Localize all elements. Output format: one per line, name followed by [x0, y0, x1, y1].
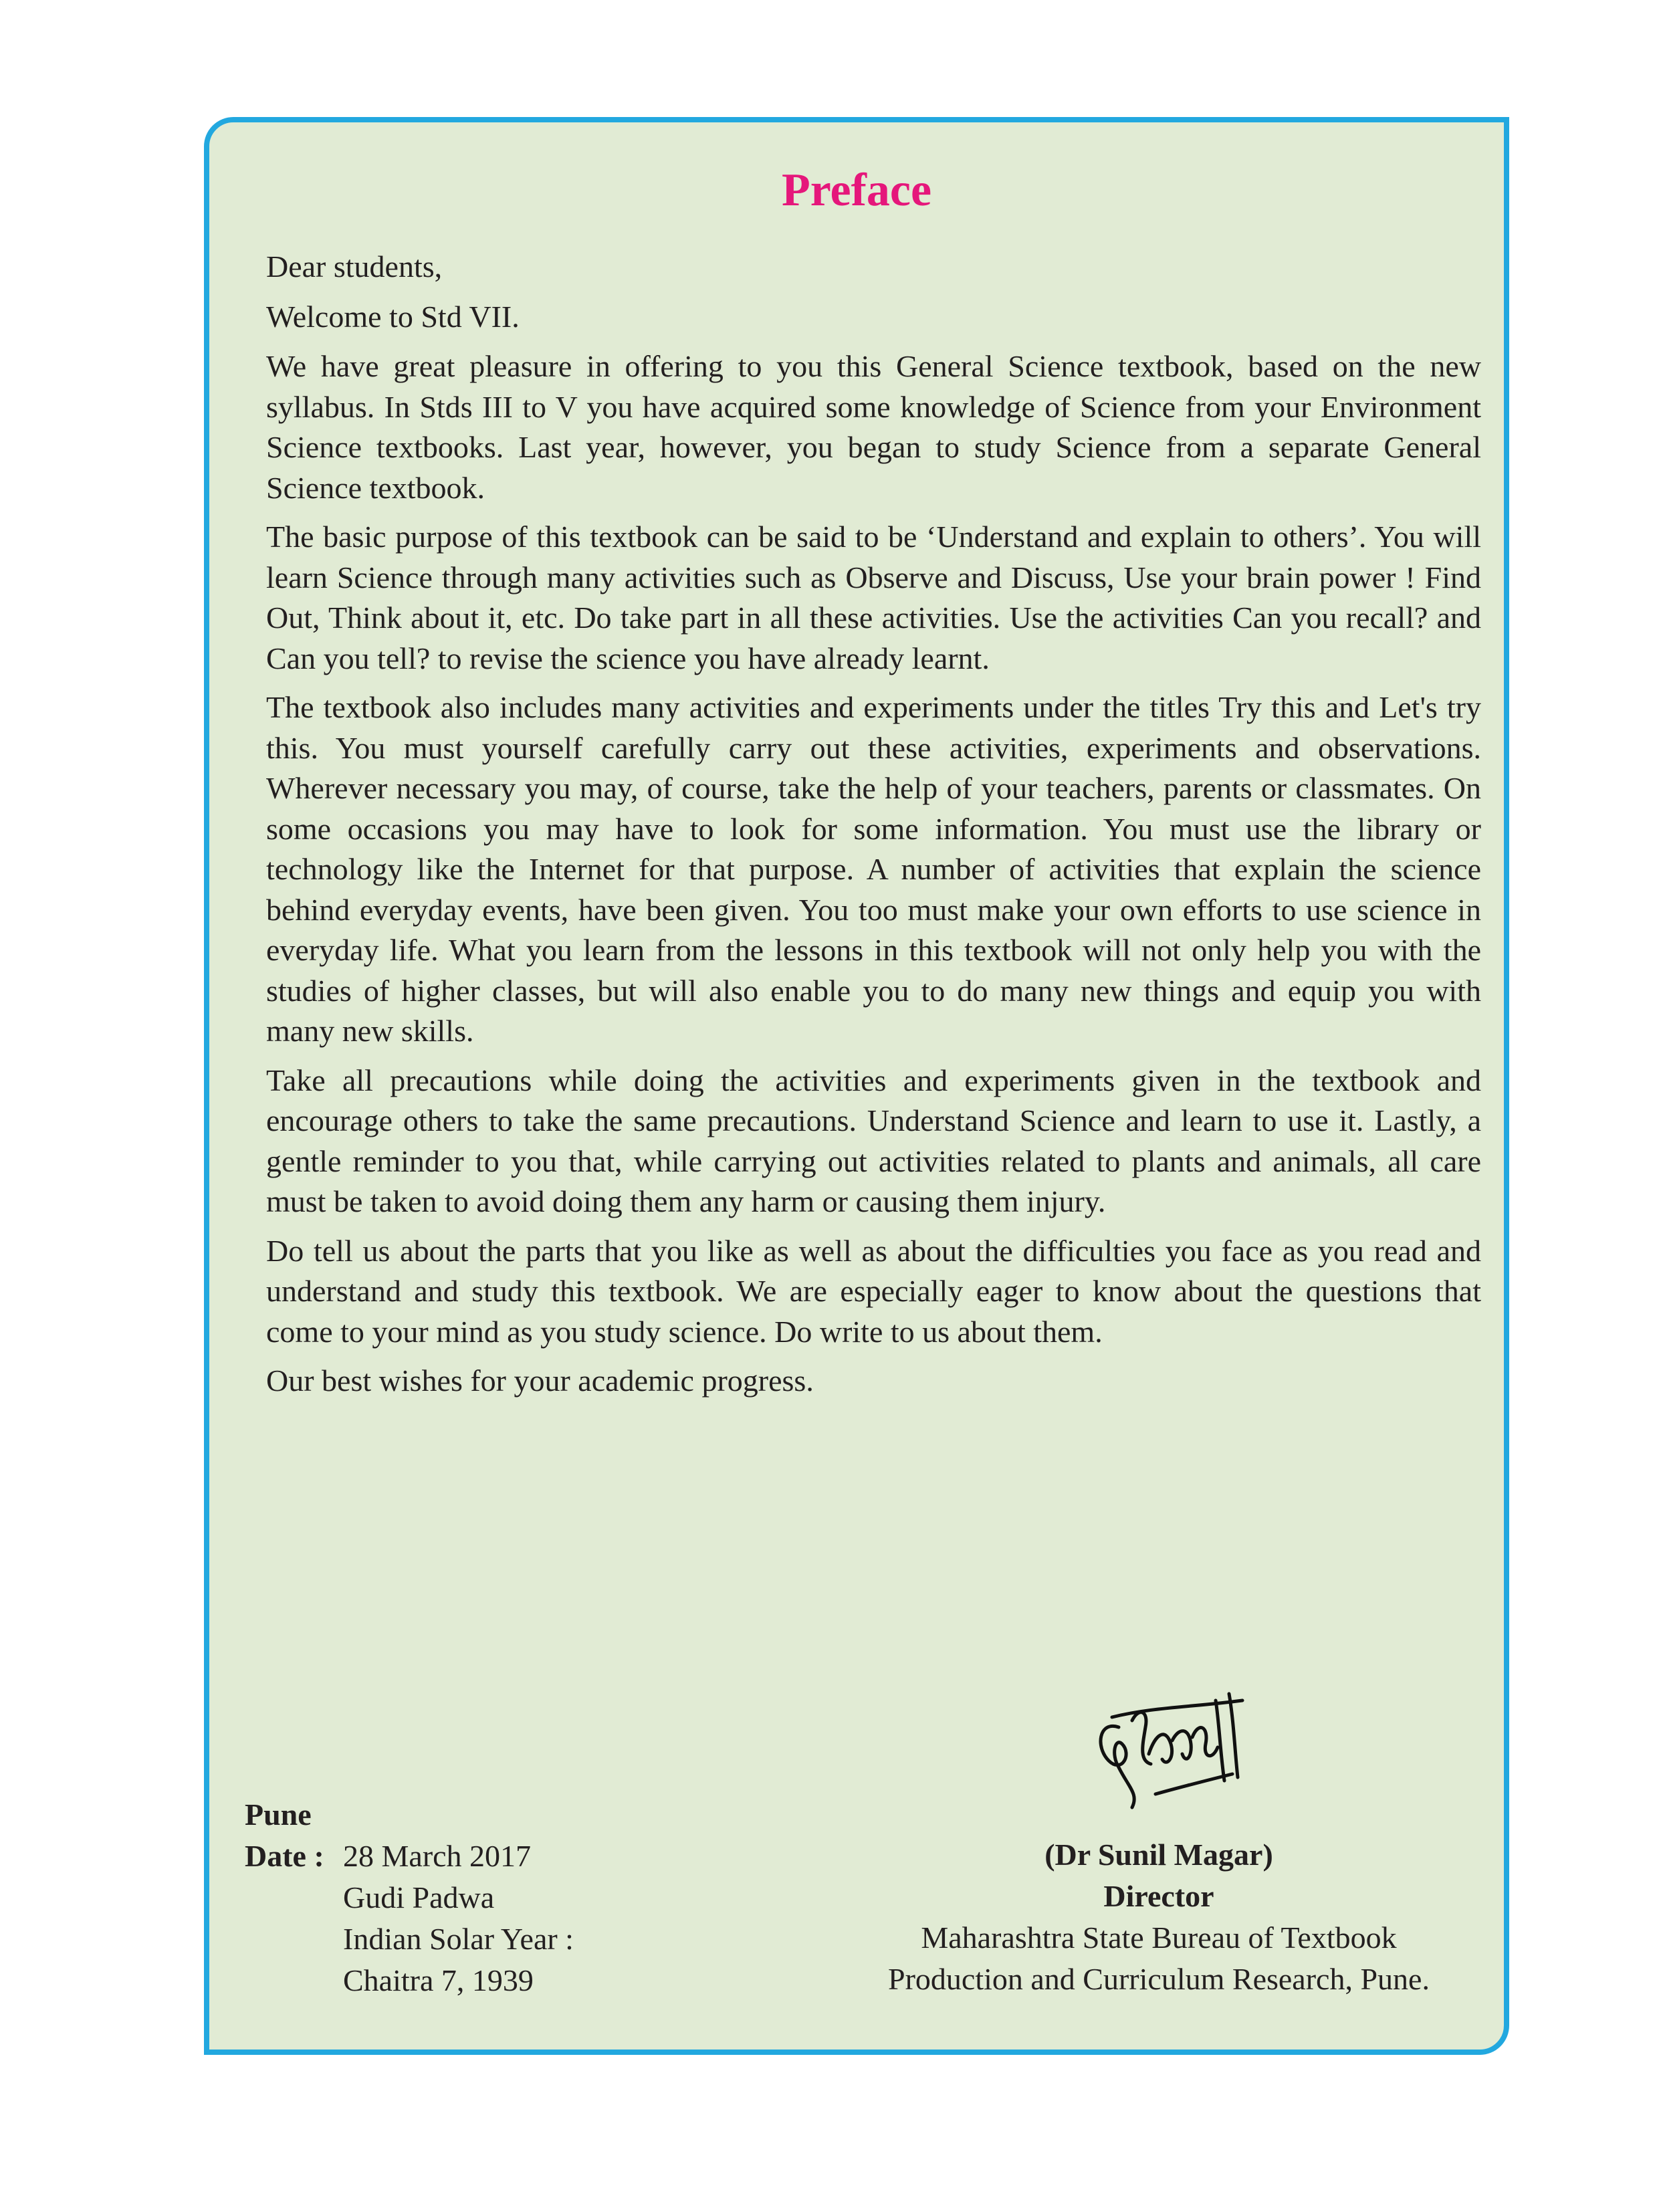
signer-org-line2: Production and Curriculum Research, Pune.	[888, 1962, 1430, 1996]
signer-org-line1: Maharashtra State Bureau of Textbook	[921, 1920, 1397, 1955]
paragraph-activities: The textbook also includes many activities and experiments under the titles Try this and Let's try this. You must yourself carefully carry out these activities, experiments and observations. Wherever necessary you may, of course, take the help of your teachers, parents or classmates. On some occasions you may have to look for some information. You must use the library or technology like the Internet for that purpose. A number of activities that explain the science behind everyday events, have been given. You too must make your own efforts to use science in everyday life. What you learn from the lessons in this textbook will not only help you with the studies of higher classes, but will also enable you to do many new things and equip you with many new skills.	[266, 690, 1481, 1048]
paragraph-feedback: Do tell us about the parts that you like as well as about the difficulties you face as you read and understand and study this textbook. We are especially eager to know about the questions that come to your mind as you study science. Do write to us about them.	[266, 1233, 1481, 1349]
paragraph-purpose: The basic purpose of this textbook can be said to be ‘Understand and explain to others’. You will learn Science through many activities such as Observe and Discuss, Use your brain power ! Find Out, Think about it, etc. Do take part in all these activities. Use the activities Can you recall? and Can you tell? to revise the science you have already learnt.	[266, 520, 1481, 675]
welcome-line: Welcome to Std VII.	[266, 299, 520, 334]
place-date-block	[245, 1794, 574, 2001]
calendar-label: Indian Solar Year :	[343, 1922, 574, 1956]
date-value: 28 March 2017	[343, 1839, 532, 1873]
signature-icon	[1092, 1680, 1246, 1814]
paragraph-intro: We have great pleasure in offering to you this General Science textbook, based on the new syllabus. In Stds III to V you have acquired some knowledge of Science from your Environment Science textbooks. Last year, however, you began to study Science from a separate General Science textbook.	[266, 349, 1481, 505]
occasion: Gudi Padwa	[343, 1880, 495, 1914]
paragraph-precautions: Take all precautions while doing the activities and experiments given in the textbook and encourage others to take the same precautions. Understand Science and learn to use it. Lastly, a gentle reminder to you that, while carrying out activities related to plants and animals, all care must be taken to avoid doing them any harm or causing them injury.	[266, 1063, 1481, 1218]
place-city: Pune	[245, 1797, 312, 1832]
closing-wishes: Our best wishes for your academic progress.	[266, 1363, 814, 1398]
salutation: Dear students,	[266, 249, 443, 284]
date-label: Date :	[245, 1839, 324, 1873]
signer-name: (Dr Sunil Magar)	[1044, 1838, 1273, 1872]
signer-block	[858, 1834, 1460, 2000]
preface-frame	[204, 117, 1509, 2055]
letter-body	[266, 247, 1481, 1410]
page-title: Preface	[781, 164, 932, 216]
signer-role: Director	[1103, 1879, 1214, 1913]
calendar-date: Chaitra 7, 1939	[343, 1963, 534, 1997]
